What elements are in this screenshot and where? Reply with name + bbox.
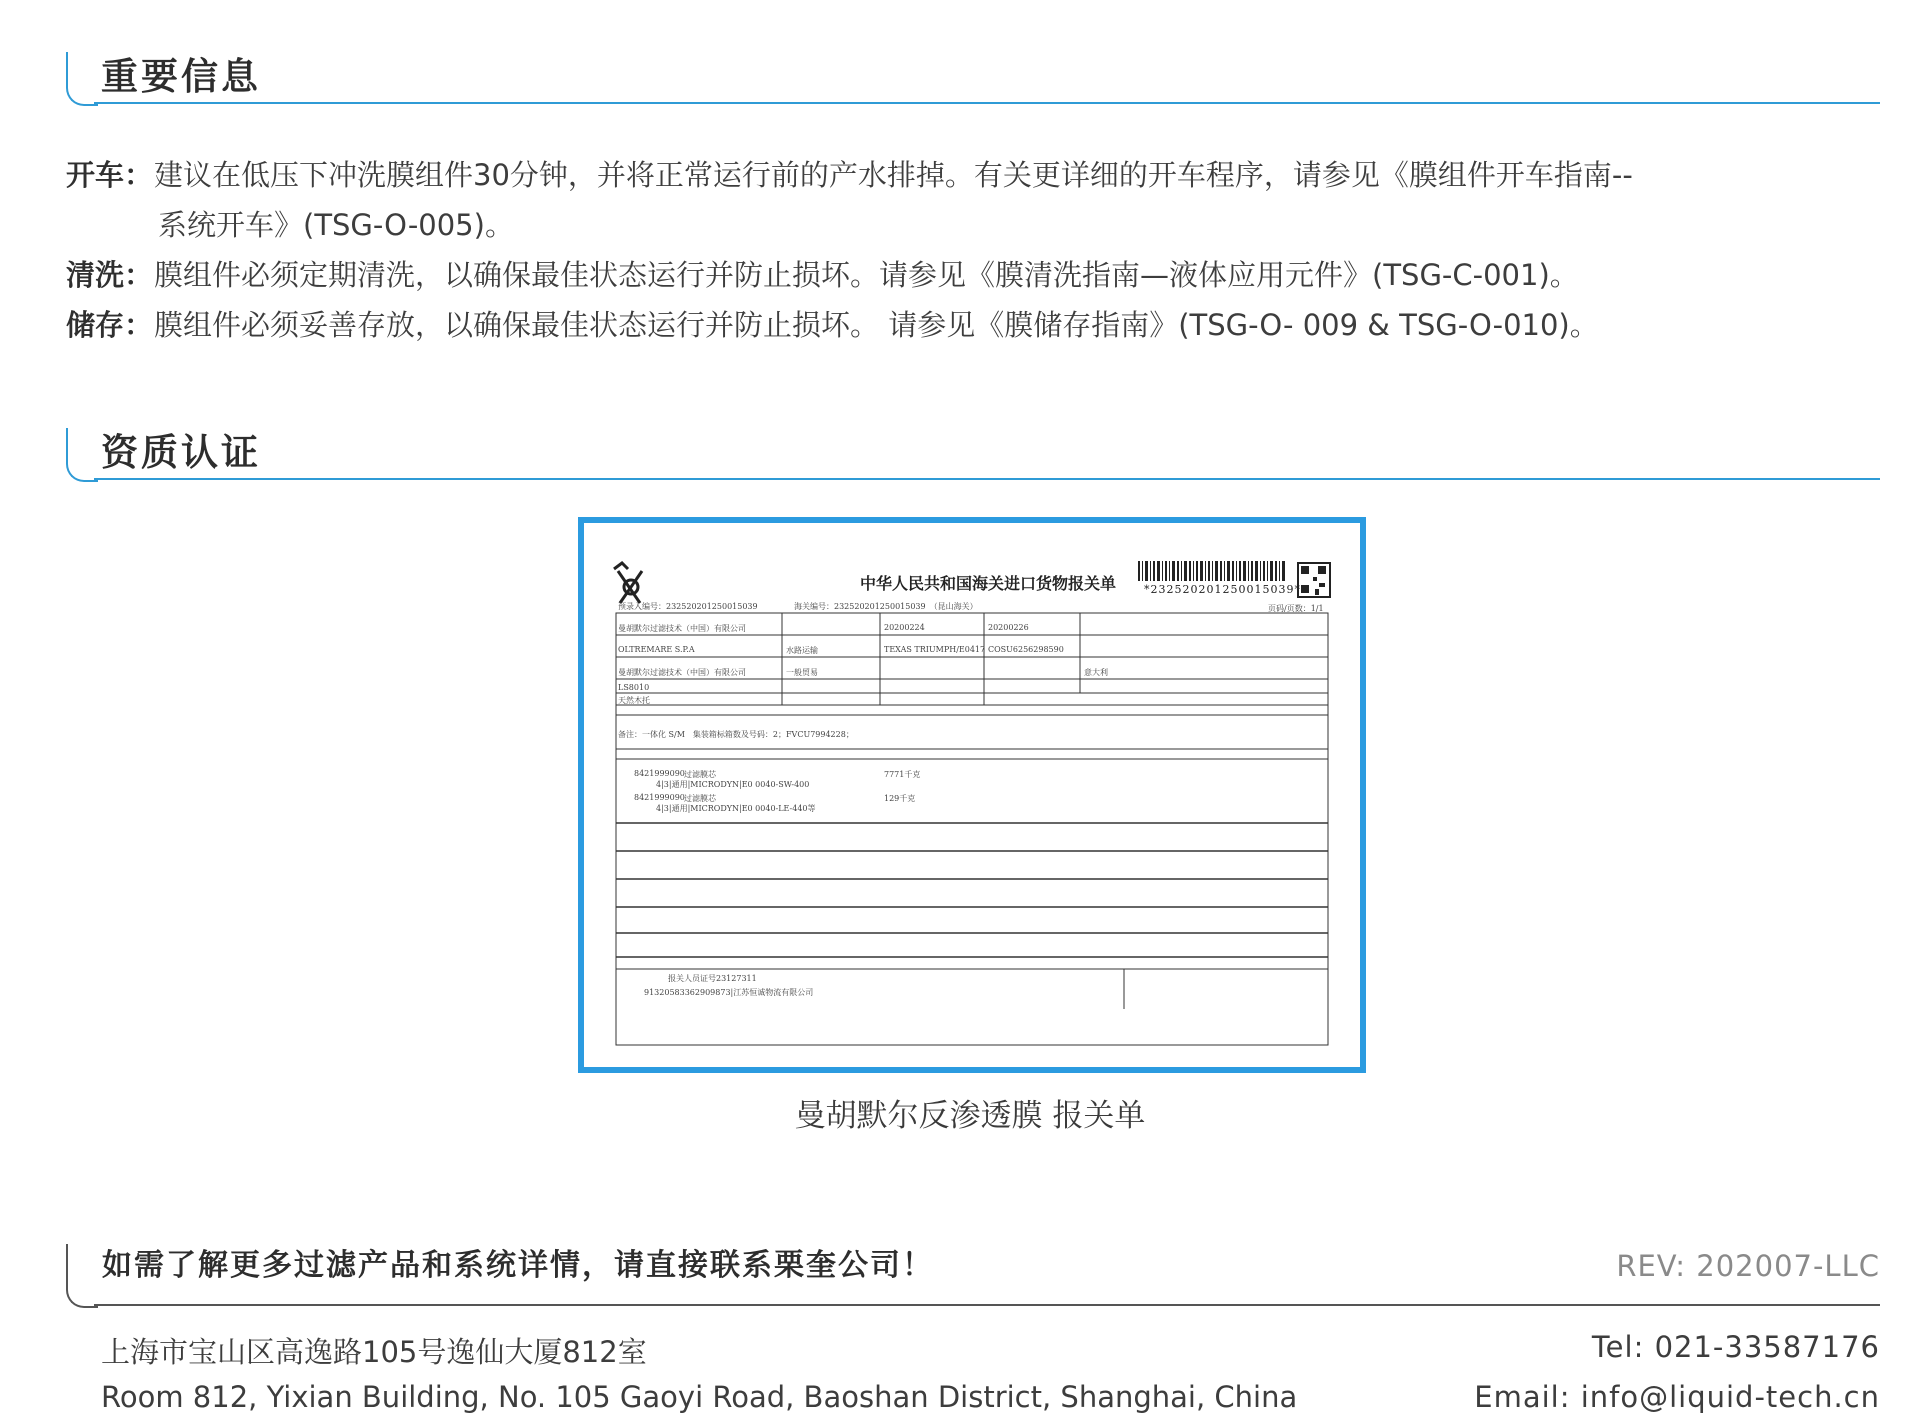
email-link[interactable]: Email: info@liquid-tech.cn <box>1474 1380 1880 1414</box>
doc-item1-code: 8421999090 <box>634 769 685 778</box>
qr-code-icon <box>1298 563 1330 597</box>
footer-title: 如需了解更多过滤产品和系统详情，请直接联系栗奎公司！ <box>102 1248 934 1283</box>
doc-item1-qty: 7771千克 <box>884 770 921 779</box>
certificate-caption: 曼胡默尔反渗透膜 报关单 <box>794 1098 1146 1134</box>
doc-user-unit: 曼胡默尔过滤技术（中国）有限公司 <box>618 668 746 677</box>
footer-header <box>66 1244 1880 1306</box>
revision-label: REV: 202007-LLC <box>1616 1249 1880 1283</box>
info-item-storage <box>66 300 1886 350</box>
doc-waybill: COSU6256298590 <box>988 645 1064 654</box>
section-header-important-info <box>66 52 1880 104</box>
customs-declaration-document <box>604 533 1340 1055</box>
section-rule <box>94 102 1880 104</box>
info-label-startup: 开车： <box>66 158 154 192</box>
barcode-number: *232520201250015039* <box>1144 583 1301 596</box>
customs-emblem-icon <box>614 563 642 603</box>
doc-origin-country: 意大利 <box>1084 668 1108 677</box>
doc-declare-date: 20200226 <box>988 623 1029 632</box>
doc-item2-qty: 129千克 <box>884 794 916 803</box>
info-label-storage: 储存： <box>66 308 154 342</box>
doc-transport: 水路运输 <box>786 646 818 655</box>
doc-overseas: OLTREMARE S.P.A <box>618 645 695 654</box>
info-item-cleaning <box>66 250 1886 300</box>
section-header-certification <box>66 428 1880 480</box>
doc-import-date: 20200224 <box>884 623 925 632</box>
doc-item2-name: 过滤膜芯 <box>684 794 716 803</box>
section-bracket <box>66 428 98 482</box>
doc-item1-spec: 4|3|通用|MICRODYN|E0 0040-SW-400 <box>656 780 810 789</box>
doc-entry-person: 报关人员证号23127311 <box>668 974 757 983</box>
footer-rule <box>94 1304 1880 1306</box>
info-text-startup: 建议在低压下冲洗膜组件30分钟，并将正常运行前的产水排掉。有关更详细的开车程序，请参见《膜组件开车指南-- <box>154 158 1633 192</box>
doc-packing: 天然木托 <box>618 696 650 705</box>
doc-trade-mode: 一般贸易 <box>786 668 818 677</box>
doc-item2-code: 8421999090 <box>634 793 685 802</box>
doc-consignee: 曼胡默尔过滤技术（中国）有限公司 <box>618 624 746 633</box>
info-text-storage: 膜组件必须妥善存放，以确保最佳状态运行并防止损坏。 请参见《膜储存指南》(TSG-O- 009 & TSG-O-010)。 <box>154 308 1599 342</box>
info-text-startup-cont: 系统开车》(TSG-O-005)。 <box>158 208 514 242</box>
doc-remark: 备注：一体化 S/M 集装箱标箱数及号码：2；FVCU7994228； <box>618 730 854 739</box>
address-chinese: 上海市宝山区高逸路105号逸仙大厦812室 <box>101 1335 647 1369</box>
section-rule <box>94 478 1880 480</box>
info-item-startup <box>66 150 1886 250</box>
doc-item2-spec: 4|3|通用|MICRODYN|E0 0040-LE-440等 <box>656 804 816 813</box>
info-text-cleaning: 膜组件必须定期清洗，以确保最佳状态运行并防止损坏。请参见《膜清洗指南—液体应用元件》(TSG-C-001)。 <box>154 258 1579 292</box>
barcode-icon <box>1138 561 1285 581</box>
doc-item1-name: 过滤膜芯 <box>684 770 716 779</box>
doc-page: 页码/页数：1/1 <box>1268 604 1324 613</box>
footer-bracket <box>66 1244 98 1308</box>
doc-customs-no: 海关编号：232520201250015039 （昆山海关） <box>794 602 978 611</box>
important-info-list <box>66 150 1886 350</box>
doc-pre-entry: 预录入编号：232520201250015039 <box>618 602 758 611</box>
section-bracket <box>66 52 98 106</box>
section-title: 重要信息 <box>101 55 261 98</box>
telephone: Tel: 021-33587176 <box>1591 1330 1880 1364</box>
document-title: 中华人民共和国海关进口货物报关单 <box>860 574 1117 593</box>
doc-declarant-unit: 91320583362909873|江苏恒诚物流有限公司 <box>644 988 814 997</box>
customs-declaration-image <box>578 517 1366 1073</box>
address-english: Room 812, Yixian Building, No. 105 Gaoyi Road, Baoshan District, Shanghai, China <box>101 1380 1298 1414</box>
doc-vessel: TEXAS TRIUMPH/E0417 <box>884 645 986 654</box>
info-label-cleaning: 清洗： <box>66 258 154 292</box>
doc-contract: LS8010 <box>618 683 650 692</box>
section-title: 资质认证 <box>101 431 261 474</box>
